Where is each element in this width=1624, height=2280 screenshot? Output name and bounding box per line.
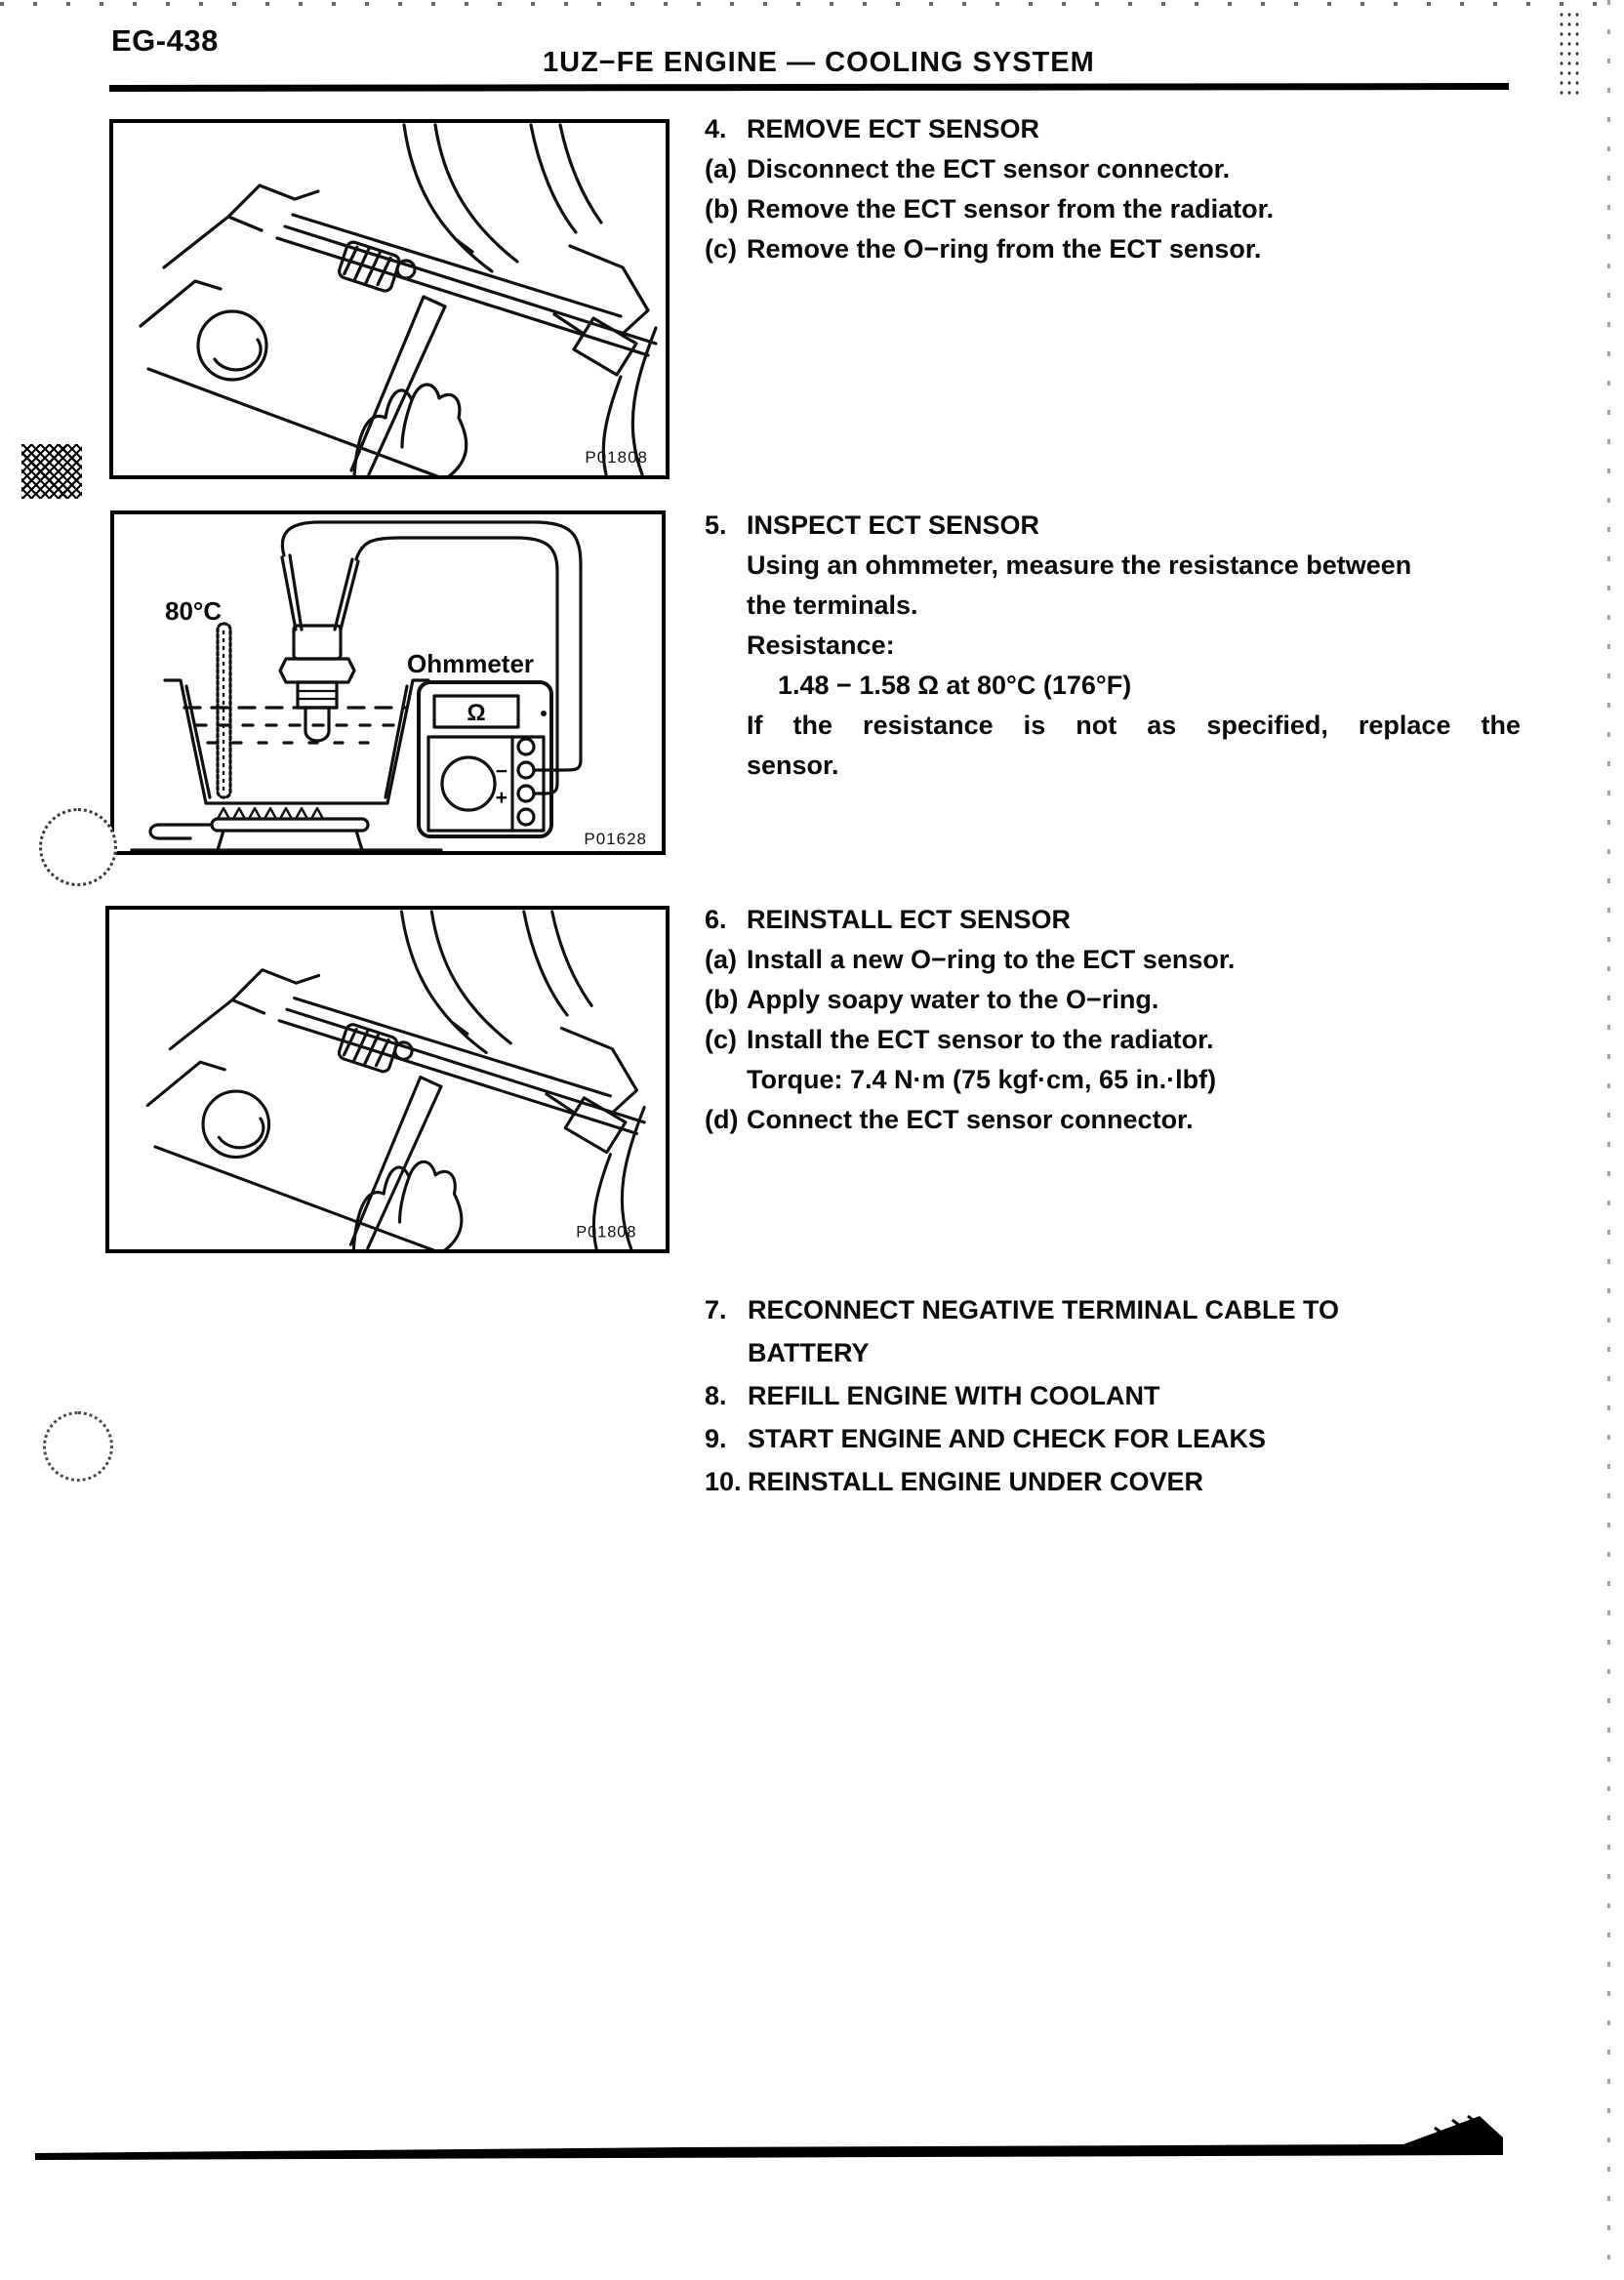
scan-artifact-corner-noise [1558, 10, 1583, 98]
page-title: 1UZ−FE ENGINE — COOLING SYSTEM [543, 47, 1095, 78]
step-number: 7. [705, 1295, 727, 1324]
plus-terminal-label: + [495, 787, 508, 809]
step-label: (b) [705, 985, 739, 1014]
step-title: RECONNECT NEGATIVE TERMINAL CABLE TO BATTERY [748, 1295, 1340, 1367]
scan-artifact-top-dotted-line [0, 2, 1624, 6]
figure-inspect-ect-sensor [110, 510, 666, 855]
punch-hole-mark [43, 1411, 113, 1482]
numbered-step [705, 1374, 1524, 1417]
ohmmeter-label: Ohmmeter [407, 649, 535, 678]
step-label: (d) [705, 1105, 739, 1134]
section-heading [705, 109, 1524, 149]
temperature-label: 80°C [165, 596, 223, 626]
procedure-step [705, 1100, 1524, 1140]
spec-value: 1.48 − 1.58 Ω at 80°C (176°F) [778, 671, 1132, 700]
body-text: sensor. [747, 751, 839, 780]
body-text: Using an ohmmeter, measure the resistance between [747, 550, 1412, 580]
step-text: Remove the ECT sensor from the radiator. [747, 194, 1275, 224]
figure-remove-ect-sensor [109, 119, 670, 479]
step-label: (b) [705, 194, 739, 224]
section-inspect-ect-sensor [705, 506, 1524, 786]
minus-terminal-label: − [495, 760, 508, 783]
step-text: Remove the O−ring from the ECT sensor. [747, 234, 1262, 264]
ohm-symbol: Ω [467, 700, 486, 726]
spec-label: Resistance: [747, 631, 895, 660]
page-number: EG-438 [111, 23, 219, 58]
step-number: 9. [705, 1424, 727, 1453]
step-label: (a) [705, 945, 737, 974]
section-tab-mark [21, 444, 82, 499]
step-label: (c) [705, 1025, 737, 1054]
step-text: Install the ECT sensor to the radiator. [747, 1025, 1214, 1054]
thermometer [218, 624, 230, 797]
bottom-page-rule [0, 2098, 1624, 2177]
section-heading [705, 900, 1524, 940]
step-title: START ENGINE AND CHECK FOR LEAKS [748, 1424, 1267, 1453]
step-number: 10. [705, 1467, 742, 1496]
body-text: the terminals. [747, 590, 918, 620]
step-text: Connect the ECT sensor connector. [747, 1105, 1194, 1134]
figure-code: P01808 [576, 1223, 637, 1242]
section-title: INSPECT ECT SENSOR [747, 510, 1040, 540]
procedure-step [705, 149, 1524, 189]
step-number: 5. [705, 510, 727, 540]
burner [132, 808, 441, 850]
scan-artifact-right-dotted-edge [1607, 0, 1610, 2280]
step-number: 4. [705, 114, 727, 143]
figure-code: P01808 [585, 448, 648, 467]
step-text: Disconnect the ECT sensor connector. [747, 154, 1231, 183]
step-text: Apply soapy water to the O−ring. [747, 985, 1159, 1014]
section-title: REMOVE ECT SENSOR [747, 114, 1040, 143]
section-heading [705, 506, 1524, 546]
step-title: REINSTALL ENGINE UNDER COVER [748, 1467, 1204, 1496]
step-label: (a) [705, 154, 737, 183]
torque-spec: Torque: 7.4 N·m (75 kgf·cm, 65 in.·lbf) [747, 1065, 1217, 1094]
section-title: REINSTALL ECT SENSOR [747, 905, 1072, 934]
header-rule [109, 83, 1509, 92]
numbered-step [705, 1417, 1524, 1460]
ect-sensor [280, 555, 358, 741]
step-title: REFILL ENGINE WITH COOLANT [748, 1381, 1160, 1410]
body-text: If the resistance is not as specified, replace the [747, 711, 1521, 740]
ohmmeter-dial [442, 757, 495, 810]
procedure-step [705, 1020, 1524, 1060]
step-label: (c) [705, 234, 737, 264]
procedure-step [705, 980, 1524, 1020]
numbered-step [705, 1288, 1524, 1374]
procedure-step [705, 189, 1524, 229]
figure-reinstall-ect-sensor [105, 906, 670, 1253]
step-text: Install a new O−ring to the ECT sensor. [747, 945, 1236, 974]
section-remove-ect-sensor [705, 109, 1524, 269]
section-final-steps [705, 1288, 1524, 1503]
procedure-step [705, 229, 1524, 269]
section-reinstall-ect-sensor [705, 900, 1524, 1140]
punch-hole-mark [39, 808, 117, 886]
procedure-step [705, 940, 1524, 980]
numbered-step [705, 1460, 1524, 1503]
step-number: 6. [705, 905, 727, 934]
figure-code: P01628 [584, 830, 647, 848]
step-number: 8. [705, 1381, 727, 1410]
